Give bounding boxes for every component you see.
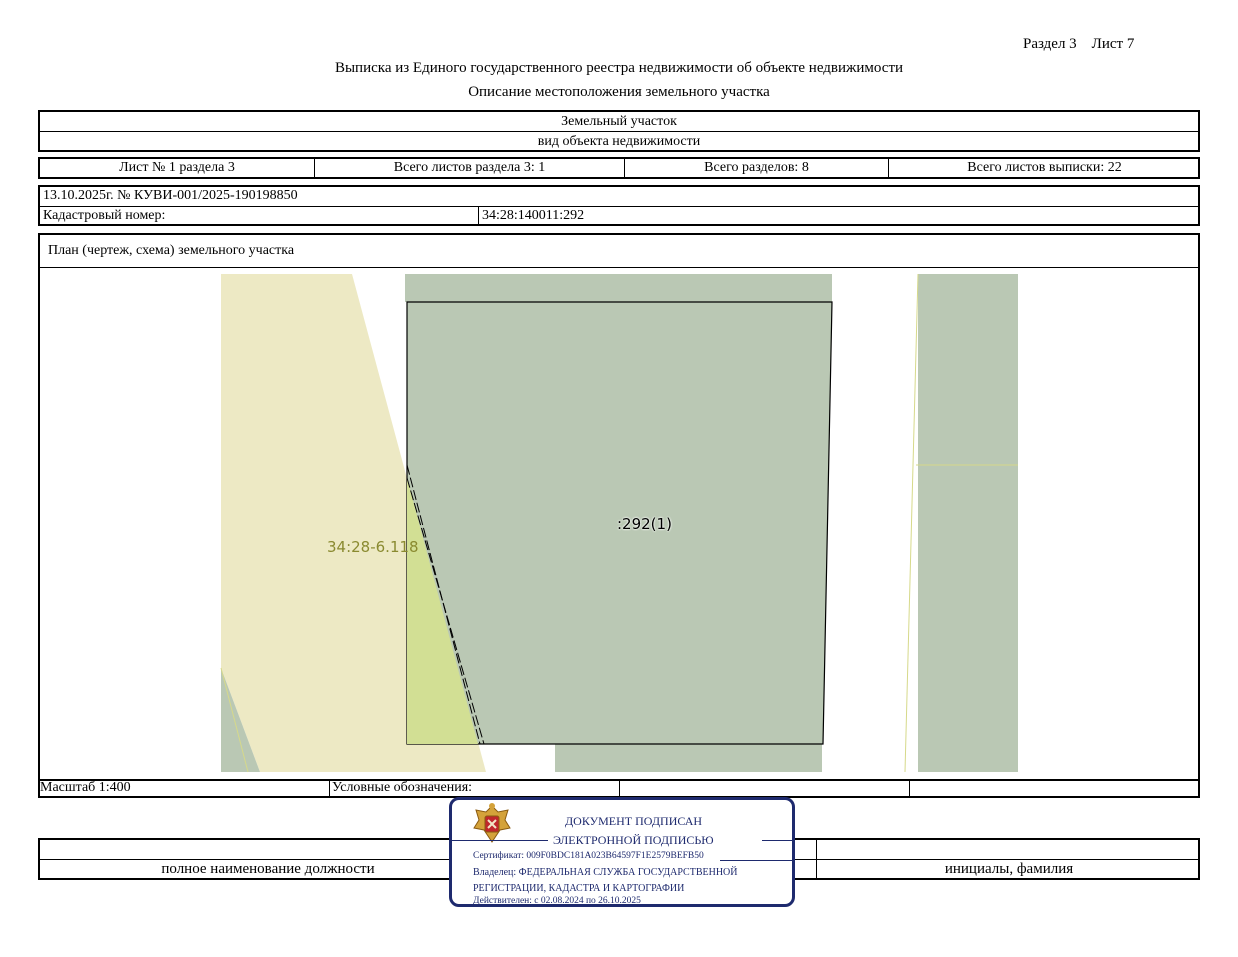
total-sections: Всего разделов: 8 <box>704 160 809 175</box>
cadastral-label: Кадастровый номер: <box>43 208 166 223</box>
scale-label: Масштаб 1:400 <box>40 780 131 795</box>
position-caption: полное наименование должности <box>161 861 375 877</box>
stamp-owner-1: Владелец: ФЕДЕРАЛЬНАЯ СЛУЖБА ГОСУДАРСТВЕННОЙ <box>473 867 738 878</box>
cadastral-value: 34:28:140011:292 <box>482 208 585 223</box>
neighbor-area-right <box>918 274 1018 772</box>
stamp-line-2: ЭЛЕКТРОННОЙ ПОДПИСЬЮ <box>553 833 714 847</box>
section-sheet-label: Раздел 3 Лист 7 <box>1023 36 1135 52</box>
stamp-rule <box>452 840 548 841</box>
neighbor-area-bottom <box>555 744 822 772</box>
sheet-number: Лист № 1 раздела 3 <box>119 160 235 175</box>
parcel-label: :292(1) <box>617 515 672 533</box>
total-sheets-extract: Всего листов выписки: 22 <box>967 160 1122 175</box>
legend-cell <box>619 780 909 796</box>
signature-stamp <box>449 797 795 907</box>
stamp-owner-2: РЕГИСТРАЦИИ, КАДАСТРА И КАРТОГРАФИИ <box>473 883 685 894</box>
legend-row <box>38 779 1200 798</box>
object-name: Земельный участок <box>561 114 677 129</box>
initials-caption: инициалы, фамилия <box>944 861 1074 877</box>
document-subtitle: Описание местоположения земельного участка <box>468 84 770 100</box>
legend-cell <box>909 780 1200 796</box>
zone-label: 34:28-6.118 <box>327 538 419 556</box>
stamp-certificate: Сертификат: 009F0BDC181A023B64597F1E2579BEFB50 <box>473 851 704 861</box>
plan-caption: План (чертеж, схема) земельного участка <box>48 243 295 258</box>
stamp-rule <box>720 860 795 861</box>
total-sheets-section: Всего листов раздела 3: 1 <box>393 160 546 175</box>
object-kind-caption: вид объекта недвижимости <box>537 134 701 149</box>
stamp-validity: Действителен: с 02.08.2024 по 26.10.2025 <box>473 896 641 906</box>
legend-label: Условные обозначения: <box>332 780 473 795</box>
stamp-line-1: ДОКУМЕНТ ПОДПИСАН <box>565 814 703 828</box>
boundary-line <box>905 274 918 772</box>
stamp-rule <box>762 840 795 841</box>
document-title: Выписка из Единого государственного реестра недвижимости об объекте недвижимости <box>334 60 904 76</box>
neighbor-area-top <box>405 274 832 302</box>
date-number: 13.10.2025г. № КУВИ-001/2025-190198850 <box>43 188 298 203</box>
